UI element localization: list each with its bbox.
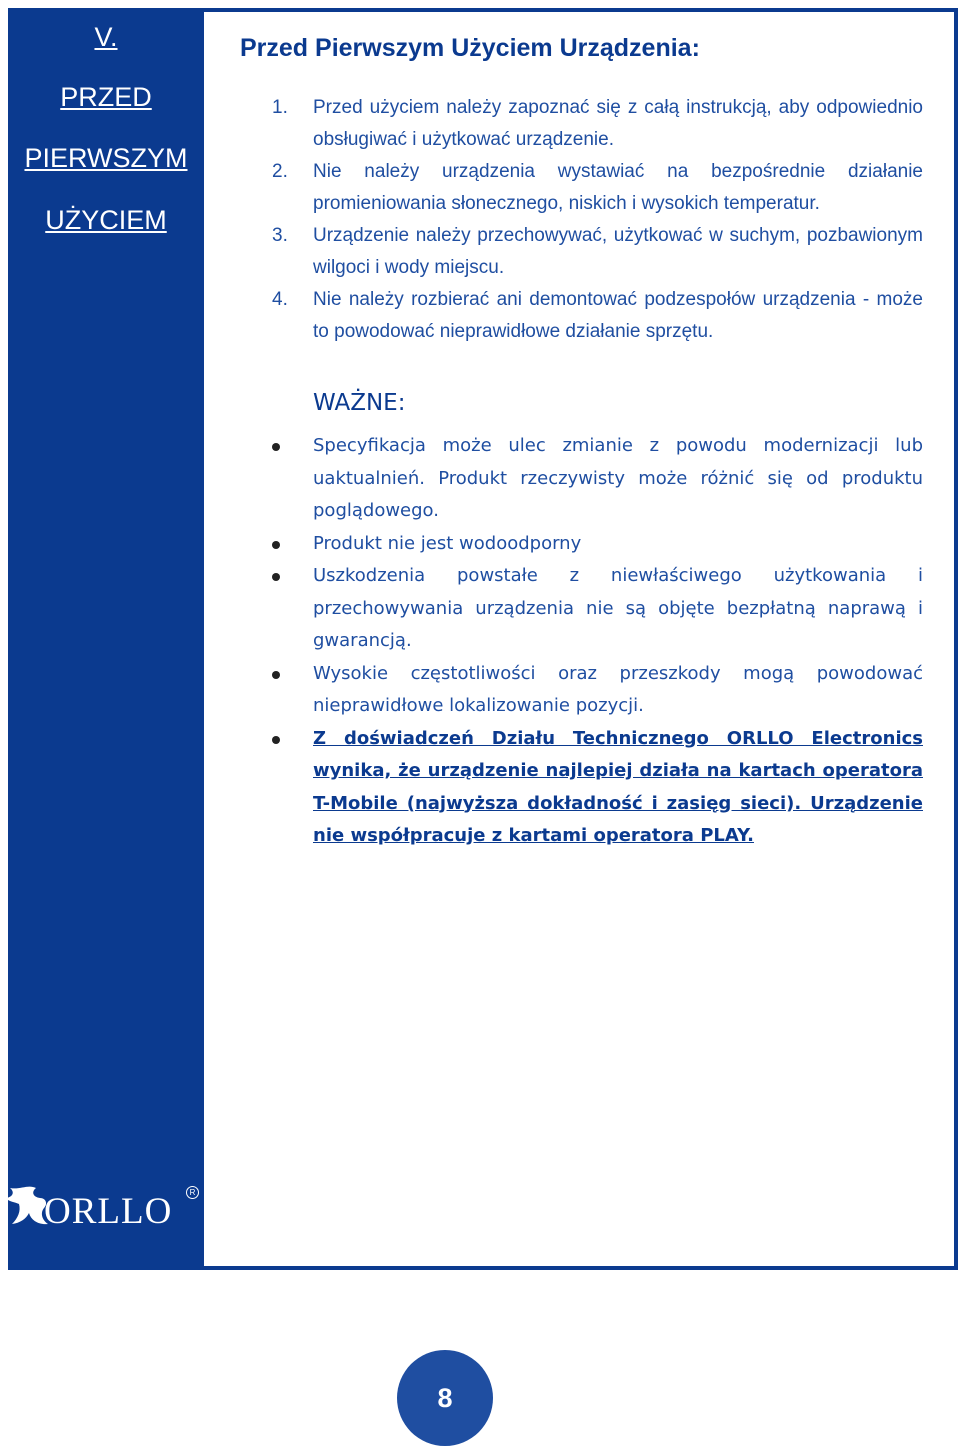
list-item-number: 4. <box>272 289 288 310</box>
list-item <box>204 92 954 156</box>
bullet-text: Produkt nie jest wodoodporny <box>313 532 582 554</box>
page-number-badge: 8 <box>397 1350 493 1446</box>
bullet-list <box>204 430 954 853</box>
list-item-text: Nie należy urządzenia wystawiać na bezpośrednie działanie promieniowania słonecznego, niskich i wysokich temperatur. <box>313 161 923 214</box>
list-item <box>204 156 954 220</box>
list-item-number: 1. <box>272 97 288 118</box>
page-heading: Przed Pierwszym Użyciem Urządzenia: <box>240 34 700 62</box>
list-item-number: 3. <box>272 225 288 246</box>
bullet-icon <box>272 541 280 549</box>
numbered-list <box>204 92 954 348</box>
bullet-item <box>204 528 954 561</box>
bullet-text: Uszkodzenia powstałe z niewłaściwego użytkowania i przechowywania urządzenia nie są objęte bezpłatną naprawą i gwarancją. <box>313 565 923 651</box>
bullet-text: Wysokie częstotliwości oraz przeszkody mogą powodować nieprawidłowe lokalizowanie pozycji. <box>313 662 923 716</box>
page-frame <box>8 8 958 1270</box>
bullet-text-emphasis: Z doświadczeń Działu Technicznego ORLLO Electronics wynika, że urządzenie najlepiej działa na kartach operatora T-Mobile (najwyższa dokładność i zasięg sieci). Urządzenie nie współpracuje z kartami operatora PLAY. <box>313 727 923 846</box>
section-title-line-1: PRZED <box>60 82 152 112</box>
list-item <box>204 220 954 284</box>
bullet-icon <box>272 573 280 581</box>
bullet-item <box>204 430 954 528</box>
bullet-text: Specyfikacja może ulec zmianie z powodu modernizacji lub uaktualnień. Produkt rzeczywisty może różnić się od produktu poglądowego. <box>313 435 923 521</box>
section-title-line-2: PIERWSZYM <box>24 143 188 173</box>
section-title-line-3: UŻYCIEM <box>45 205 167 235</box>
sidebar <box>8 8 204 1270</box>
orllo-logo <box>8 1180 204 1240</box>
bullet-item <box>204 723 954 853</box>
bullet-item <box>204 560 954 658</box>
registered-mark: R <box>186 1186 199 1199</box>
list-item-text: Nie należy rozbierać ani demontować podzespołów urządzenia - może to powodować nieprawidłowe działanie sprzętu. <box>313 289 923 342</box>
list-item <box>204 284 954 348</box>
logo-wordmark: ORLLO <box>44 1191 173 1232</box>
important-heading: WAŻNE: <box>313 390 406 416</box>
bullet-icon <box>272 736 280 744</box>
bullet-item <box>204 658 954 723</box>
bullet-icon <box>272 671 280 679</box>
list-item-text: Przed użyciem należy zapoznać się z całą instrukcją, aby odpowiednio obsługiwać i użytkować urządzenie. <box>313 97 923 150</box>
bullet-icon <box>272 443 280 451</box>
content-panel <box>204 12 954 1266</box>
list-item-text: Urządzenie należy przechowywać, użytkować w suchym, pozbawionym wilgoci i wody miejscu. <box>313 225 923 278</box>
list-item-number: 2. <box>272 161 288 182</box>
section-number: V. <box>94 22 118 52</box>
